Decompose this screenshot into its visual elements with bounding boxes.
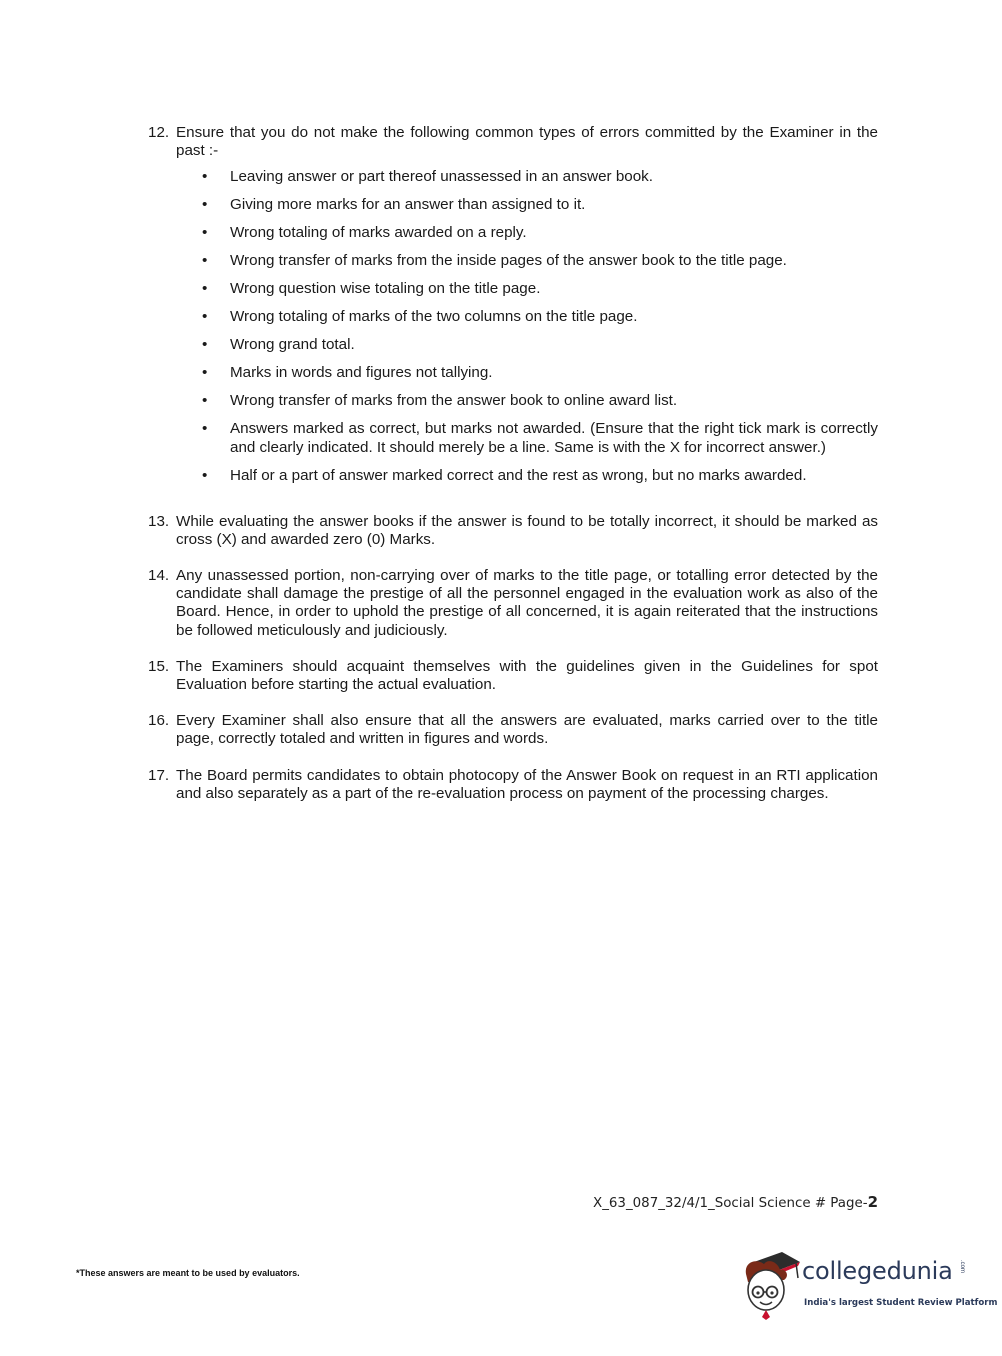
- page-number: 2: [867, 1193, 878, 1211]
- bullet-icon: •: [202, 168, 208, 186]
- page-ref-prefix: X_63_087_32/4/1_Social Science # Page-: [593, 1196, 868, 1211]
- list-item: • Leaving answer or part thereof unassessed in an answer book.: [176, 168, 878, 186]
- logo-wordmark: collegedunia: [802, 1257, 953, 1285]
- bullet-icon: •: [202, 308, 208, 326]
- bullet-icon: •: [202, 224, 208, 242]
- instruction-14: [148, 567, 878, 640]
- bullet-icon: •: [202, 420, 208, 438]
- document-body: [148, 124, 878, 803]
- item-text: The Board permits candidates to obtain photocopy of the Answer Book on request in an RTI application and also separately as a part of the re-evaluation process on payment of the processing charges.: [176, 766, 878, 802]
- item-number: 12.: [148, 124, 170, 141]
- list-item: • Wrong grand total.: [176, 336, 878, 354]
- logo-com: .com: [959, 1260, 965, 1274]
- bullet-icon: •: [202, 280, 208, 298]
- instruction-15: [148, 658, 878, 694]
- page-reference: [593, 1193, 878, 1211]
- item-number: 13.: [148, 512, 170, 530]
- instruction-13: [148, 513, 878, 549]
- item-body: [176, 124, 878, 495]
- footer-note: *These answers are meant to be used by evaluators.: [76, 1268, 300, 1278]
- item-text: The Examiners should acquaint themselves with the guidelines given in the Guidelines for spot Evaluation before starting the actual evaluation.: [176, 657, 878, 694]
- list-item: • Wrong totaling of marks awarded on a reply.: [176, 224, 878, 242]
- instruction-16: [148, 712, 878, 748]
- collegedunia-logo: [740, 1248, 998, 1320]
- bullet-icon: •: [202, 392, 208, 410]
- bullet-icon: •: [202, 252, 208, 270]
- list-item: • Wrong transfer of marks from the inside pages of the answer book to the title page.: [176, 252, 878, 270]
- list-item: • Wrong transfer of marks from the answer book to online award list.: [176, 392, 878, 410]
- instruction-12: [148, 124, 878, 495]
- item-text: While evaluating the answer books if the answer is found to be totally incorrect, it should be marked as cross (X) and awarded zero (0) Marks.: [176, 512, 878, 548]
- item-number: 17.: [148, 766, 170, 784]
- list-item: • Wrong question wise totaling on the title page.: [176, 280, 878, 298]
- error-list: [176, 168, 878, 484]
- bullet-icon: •: [202, 466, 208, 484]
- item-text: Ensure that you do not make the following common types of errors committed by the Examiner in the past :-: [176, 124, 878, 160]
- item-number: 14.: [148, 567, 170, 585]
- bullet-icon: •: [202, 196, 208, 214]
- logo-tagline: India's largest Student Review Platform: [804, 1298, 998, 1308]
- list-item: • Giving more marks for an answer than assigned to it.: [176, 196, 878, 214]
- item-number: 16.: [148, 712, 170, 730]
- bullet-icon: •: [202, 336, 208, 354]
- bullet-icon: •: [202, 364, 208, 382]
- instruction-17: [148, 767, 878, 803]
- item-text: Any unassessed portion, non-carrying over of marks to the title page, or totalling error detected by the candidate shall damage the prestige of all the personnel engaged in the evaluation work as also of the Board. Hence, in order to uphold the prestige of all concerned, it is again reiterated that the instructions be followed meticulously and judiciously.: [176, 567, 878, 639]
- list-item: • Wrong totaling of marks of the two columns on the title page.: [176, 308, 878, 326]
- list-item: • Marks in words and figures not tallying.: [176, 364, 878, 382]
- mascot-face-icon: [740, 1248, 802, 1320]
- list-item: • Half or a part of answer marked correct and the rest as wrong, but no marks awarded.: [176, 467, 878, 485]
- item-text: Every Examiner shall also ensure that all the answers are evaluated, marks carried over to the title page, correctly totaled and written in figures and words.: [176, 712, 878, 748]
- item-number: 15.: [148, 657, 170, 675]
- list-item: • Answers marked as correct, but marks not awarded. (Ensure that the right tick mark is correctly and clearly indicated. It should merely be a line. Same is with the X for incorrect answer.): [176, 420, 878, 456]
